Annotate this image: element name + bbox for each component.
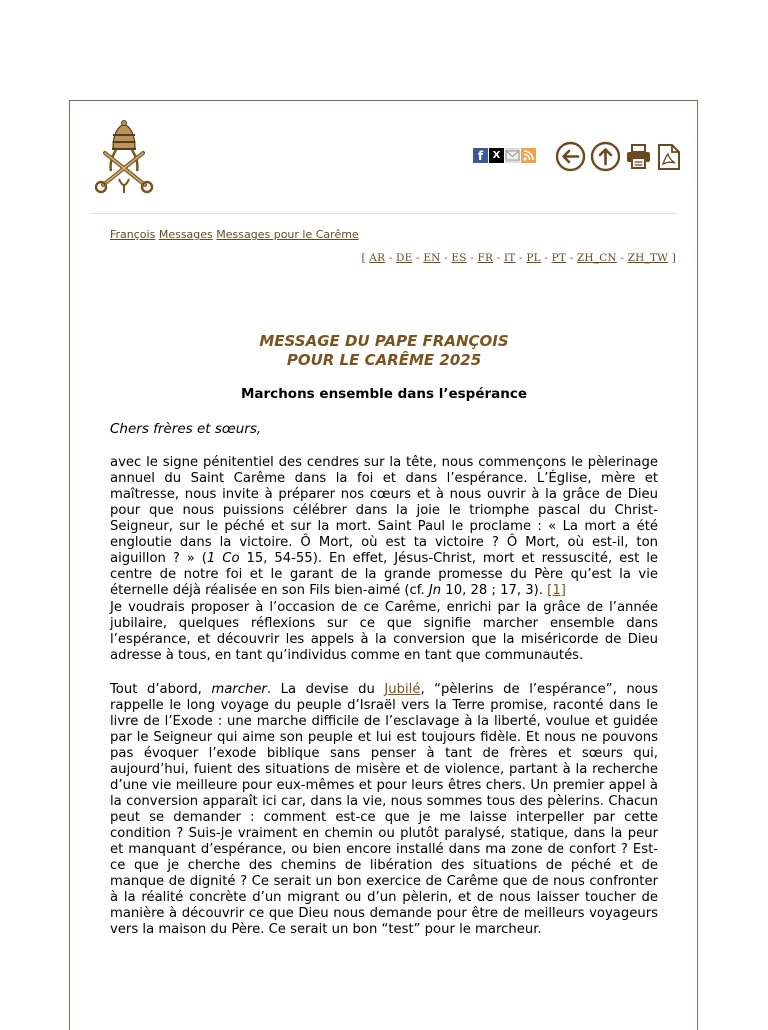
lang-link[interactable]: IT xyxy=(503,252,516,264)
bible-reference: Jn xyxy=(428,583,442,598)
rss-icon[interactable] xyxy=(521,148,536,163)
breadcrumb-item[interactable]: Messages pour le Carême xyxy=(216,228,359,241)
breadcrumb xyxy=(110,228,359,241)
print-icon[interactable] xyxy=(625,143,652,170)
title-line: MESSAGE DU PAPE FRANÇOIS xyxy=(259,332,509,350)
lang-link[interactable]: AR xyxy=(369,252,386,264)
paragraph xyxy=(110,682,658,938)
lang-link[interactable]: PT xyxy=(551,252,567,264)
page-tools xyxy=(555,141,682,172)
lang-link[interactable]: PL xyxy=(526,252,541,264)
up-arrow-icon[interactable] xyxy=(590,141,621,172)
lang-link[interactable]: EN xyxy=(423,252,441,264)
lang-link[interactable]: ES xyxy=(451,252,467,264)
back-arrow-icon[interactable] xyxy=(555,141,586,172)
text: , “pèlerins de l’espérance”, nous rappelle le long voyage du peuple d’Israël vers la Terre promise, raconté dans le livre de l’Exode : une marche difficile de l’esclavage à la liberté, voulue et guidée par le Seigneur qui aime son peuple et lui est toujours fidèle. Et nous ne pouvons pas évoquer l’exode biblique sans penser à tant de frères et sœurs qui, aujourd’hui, fuient des situations de misère et de violence, partant à la recherche d’une vie meilleure pour eux-mêmes et pour leurs êtres chers. Un premier appel à la conversion apparaît ici car, dans la vie, nous sommes tous des pèlerins. Chacun peut se demander : comment est-ce que je me laisse interpeller par cette condition ? Suis-je vraiment en chemin ou plutôt paralysé, statique, dans la peur et manquant d’espérance, ou bien encore installé dans ma zone de confort ? Est-ce que je cherche des chemins de libération des situations de péché et de manque de dignité ? Ce serait un bon exercice de Carême que de nous confronter à la réalité concrète d’un migrant ou d’un pèlerin, et de nous laisser toucher de manière à découvrir ce que Dieu nous demande pour être de meilleurs voyageurs vers la maison du Père. Ce serait un bon “test” pour le marcheur. xyxy=(110,682,658,937)
bible-reference: 1 Co xyxy=(206,551,240,566)
page-title xyxy=(110,332,658,370)
paragraph: Je voudrais proposer à l’occasion de ce Carême, enrichi par la grâce de l’année jubilaire, quelques réflexions sur ce que signifie marcher ensemble dans l’espérance, et découvrir les appels à la conversion que la miséricorde de Dieu adresse à tous, en tant qu’individus comme en tant que communautés. xyxy=(110,600,658,663)
x-icon[interactable]: X xyxy=(489,148,504,163)
paragraph xyxy=(110,455,658,599)
lang-link[interactable]: ZH_TW xyxy=(627,252,669,264)
lang-link[interactable]: DE xyxy=(396,252,413,264)
text: avec le signe pénitentiel des cendres sur la tête, nous commençons le pèlerinage annuel du Saint Carême dans la foi et dans l’espérance. L’Église, mère et maîtresse, nous invite à préparer nos cœurs et à nous ouvrir à la grâce de Dieu pour que nous puissions célébrer dans la joie le triomphe pascal du Christ-Seigneur, sur le péché et sur la mort. Saint Paul le proclame : « La mort a été engloutie dans la victoire. Ô Mort, où est ta victoire ? Ô Mort, où est-il, ton aiguillon ? » ( xyxy=(110,455,658,566)
jubilee-link[interactable]: Jubilé xyxy=(384,682,421,697)
text: . La devise du xyxy=(266,682,385,697)
pdf-icon[interactable] xyxy=(656,143,682,171)
breadcrumb-item[interactable]: François xyxy=(110,228,156,241)
greeting: Chers frères et sœurs, xyxy=(110,421,262,437)
text: 10, 28 ; 17, 3). xyxy=(441,583,548,598)
text: Tout d’abord, xyxy=(110,682,212,697)
text: 15, 54-55). En effet, Jésus-Christ, mort et ressuscité, est le centre de notre foi et le garant de la grande promesse du Père qu’est la vie éternelle déjà réalisée en son Fils bien-aimé (cf. xyxy=(110,551,658,598)
vatican-crest-logo xyxy=(91,119,157,195)
emphasis: marcher xyxy=(211,682,267,697)
breadcrumb-item[interactable]: Messages xyxy=(158,228,213,241)
lang-link[interactable]: FR xyxy=(477,252,494,264)
title-line: POUR LE CARÊME 2025 xyxy=(286,351,482,369)
header-divider xyxy=(90,213,677,214)
share-icons xyxy=(473,148,536,163)
page-subtitle: Marchons ensemble dans l’espérance xyxy=(240,386,528,402)
facebook-icon[interactable]: f xyxy=(473,148,488,163)
language-links: [ AR - DE - EN - ES - FR - IT - PL - PT - ZH_CN - ZH_TW ] xyxy=(361,252,676,264)
lang-link[interactable]: ZH_CN xyxy=(576,252,617,264)
mail-icon[interactable] xyxy=(505,148,520,163)
footnote-link[interactable]: [1] xyxy=(547,583,566,598)
